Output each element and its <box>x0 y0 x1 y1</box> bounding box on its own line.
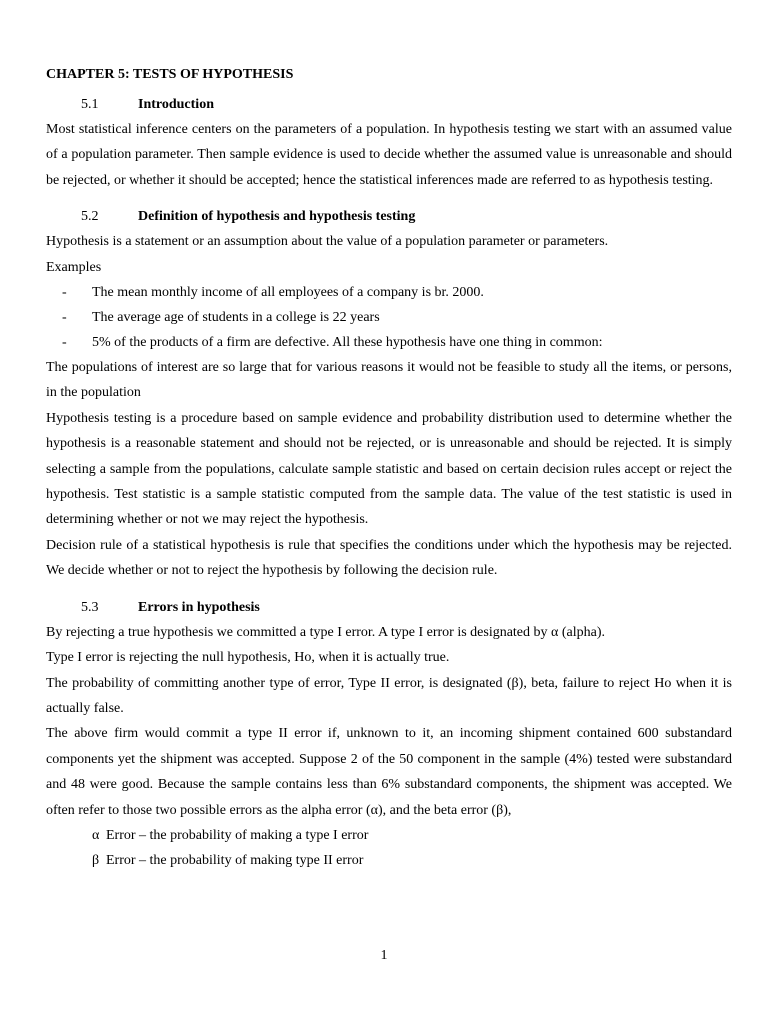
type-two-error-paragraph: The probability of committing another type of error, Type II error, is designated (β), beta, failure to reject Ho when it is actually false. <box>46 675 732 716</box>
section-title: Definition of hypothesis and hypothesis testing <box>138 209 416 225</box>
section-heading-5-1 <box>46 95 732 115</box>
list-item <box>46 330 732 355</box>
section-number: 5.2 <box>81 209 99 225</box>
section-number: 5.3 <box>81 599 99 615</box>
hypothesis-definition: Hypothesis is a statement or an assumption about the value of a population parameter or parameters. <box>46 234 609 250</box>
intro-paragraph: Most statistical inference centers on the parameters of a population. In hypothesis testing we start with an assumed value of a population parameter. Then sample evidence is used to decide whether the assumed value is unreasonable and should be rejected, or whether it should be accepted; hence the statistical inferences made are referred to as hypothesis testing. <box>46 122 732 188</box>
beta-error-line <box>46 848 732 873</box>
type-one-error-paragraph: By rejecting a true hypothesis we committed a type I error. A type I error is designated by α (alpha). <box>46 624 606 640</box>
type-one-definition: Type I error is rejecting the null hypothesis, Ho, when it is actually true. <box>46 650 450 666</box>
chapter-title: CHAPTER 5: TESTS OF HYPOTHESIS <box>46 67 294 82</box>
bullet-marker: - <box>62 310 67 326</box>
section-title: Errors in hypothesis <box>138 599 260 615</box>
alpha-error-line <box>46 823 732 848</box>
bullet-marker: - <box>62 285 67 301</box>
section-heading-5-2 <box>46 207 732 227</box>
beta-error-text: Error – the probability of making type II error <box>106 852 364 868</box>
list-item <box>46 280 732 305</box>
beta-symbol: β <box>92 852 100 868</box>
bullet-text: The average age of students in a college is 22 years <box>92 310 380 326</box>
decision-rule-paragraph: Decision rule of a statistical hypothesis is rule that specifies the conditions under which the hypothesis may be rejected. We decide whether or not to reject the hypothesis by following the decision rule. <box>46 537 732 579</box>
hypothesis-testing-paragraph: Hypothesis testing is a procedure based on sample evidence and probability distribution used to determine whether the hypothesis is a reasonable statement and should not be rejected, or is unreasonable and should be rejected. It is simply selecting a sample from the populations, calculate sample statistic and based on certain decision rules accept or reject the hypothesis. Test statistic is a sample statistic computed from the sample data. The value of the test statistic is used in determining whether or not we may reject the hypothesis. <box>46 410 732 528</box>
section-number: 5.1 <box>81 97 99 112</box>
alpha-symbol: α <box>92 827 100 843</box>
bullet-text: 5% of the products of a firm are defective. All these hypothesis have one thing in common: <box>92 335 603 351</box>
bullet-text: The mean monthly income of all employees of a company is br. 2000. <box>92 285 484 301</box>
list-item <box>46 305 732 330</box>
page-number: 1 <box>380 948 388 963</box>
bullet-marker: - <box>62 335 67 351</box>
shipment-example-paragraph: The above firm would commit a type II error if, unknown to it, an incoming shipment contained 600 substandard components yet the shipment was accepted. Suppose 2 of the 50 component in the sample (4%) tested were substandard and 48 were good. Because the sample contains less than 6% substandard components, the shipment was accepted. We often refer to those two possible errors as the alpha error (α), and the beta error (β), <box>46 726 732 818</box>
section-heading-5-3 <box>46 598 732 618</box>
populations-paragraph: The populations of interest are so large that for various reasons it would not be feasible to study all the items, or persons, in the population <box>46 360 732 401</box>
page-content <box>46 65 732 873</box>
examples-label: Examples <box>46 259 102 275</box>
alpha-error-text: Error – the probability of making a type I error <box>106 827 369 843</box>
section-title: Introduction <box>138 97 214 112</box>
